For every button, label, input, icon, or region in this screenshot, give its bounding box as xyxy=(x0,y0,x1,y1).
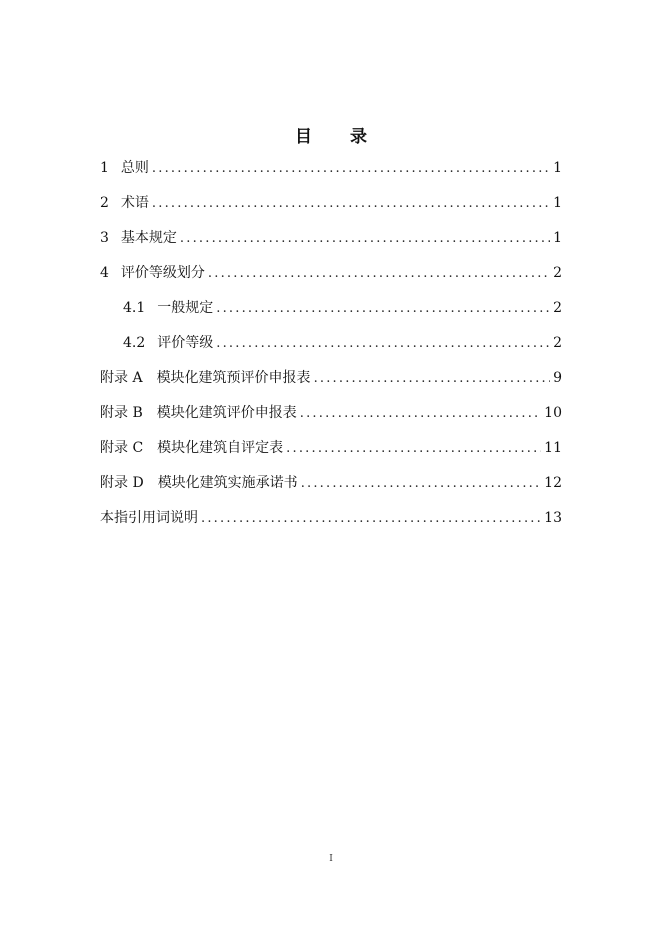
toc-entry[interactable] xyxy=(100,505,562,540)
toc-entry-page: 9 xyxy=(553,370,562,386)
toc-appendix-entry[interactable] xyxy=(100,365,562,400)
toc-entry-title: 模块化建筑评价申报表 xyxy=(156,405,297,421)
toc-appendix-entry[interactable] xyxy=(100,470,562,505)
toc-entry-page: 13 xyxy=(544,510,562,526)
toc-entry-number: 附录 A xyxy=(100,370,143,386)
toc-subentry[interactable] xyxy=(100,295,562,330)
toc-entry[interactable] xyxy=(100,190,562,225)
toc-dot-leader xyxy=(152,156,550,182)
toc-entry-number: 1 xyxy=(100,160,109,176)
toc-entry-page: 11 xyxy=(544,440,562,456)
toc-entry-title: 评价等级 xyxy=(157,335,214,351)
toc-entry[interactable] xyxy=(100,225,562,260)
toc-entry-number: 附录 B xyxy=(100,405,143,421)
toc-entry-number: 附录 C xyxy=(100,440,144,456)
toc-entry-number: 4 xyxy=(100,265,109,281)
toc-entry-title: 总则 xyxy=(120,160,149,176)
toc-dot-leader xyxy=(314,366,551,392)
toc-appendix-entry[interactable] xyxy=(100,435,562,470)
toc-entry-page: 1 xyxy=(553,160,562,176)
toc-entry-title: 一般规定 xyxy=(157,300,214,316)
toc-entry-page: 2 xyxy=(553,265,562,281)
toc-entry-page: 12 xyxy=(544,475,562,491)
toc-entry-number: 附录 D xyxy=(100,475,144,491)
toc-entry-title: 基本规定 xyxy=(120,230,177,246)
toc-dot-leader xyxy=(216,331,550,357)
toc-entry-page: 2 xyxy=(553,335,562,351)
toc-dot-leader xyxy=(208,261,550,287)
toc-subentry[interactable] xyxy=(100,330,562,365)
toc-dot-leader xyxy=(286,436,541,462)
page-number: I xyxy=(329,854,333,864)
toc-entry-page: 1 xyxy=(553,230,562,246)
toc-entry-number: 4.2 xyxy=(123,335,146,351)
toc-dot-leader xyxy=(301,471,541,497)
toc-entry-number: 4.1 xyxy=(123,300,146,316)
toc-entry-title: 术语 xyxy=(120,195,149,211)
toc-dot-leader xyxy=(216,296,550,322)
toc-entry-title: 本指引用词说明 xyxy=(100,510,198,526)
toc-entry-title: 模块化建筑自评定表 xyxy=(157,440,284,456)
toc-title: 目 录 xyxy=(295,127,383,147)
toc-entry-number: 2 xyxy=(100,195,109,211)
toc-entry-page: 2 xyxy=(553,300,562,316)
toc-list xyxy=(100,155,562,540)
toc-entry-number: 3 xyxy=(100,230,109,246)
toc-entry-page: 1 xyxy=(553,195,562,211)
toc-entry-title: 模块化建筑预评价申报表 xyxy=(156,370,311,386)
toc-dot-leader xyxy=(201,506,541,532)
toc-dot-leader xyxy=(180,226,550,252)
toc-entry-title: 模块化建筑实施承诺书 xyxy=(157,475,298,491)
toc-entry[interactable] xyxy=(100,260,562,295)
toc-entry[interactable] xyxy=(100,155,562,190)
toc-entry-title: 评价等级划分 xyxy=(120,265,205,281)
toc-dot-leader xyxy=(152,191,550,217)
toc-dot-leader xyxy=(300,401,541,427)
toc-entry-page: 10 xyxy=(544,405,562,421)
toc-appendix-entry[interactable] xyxy=(100,400,562,435)
